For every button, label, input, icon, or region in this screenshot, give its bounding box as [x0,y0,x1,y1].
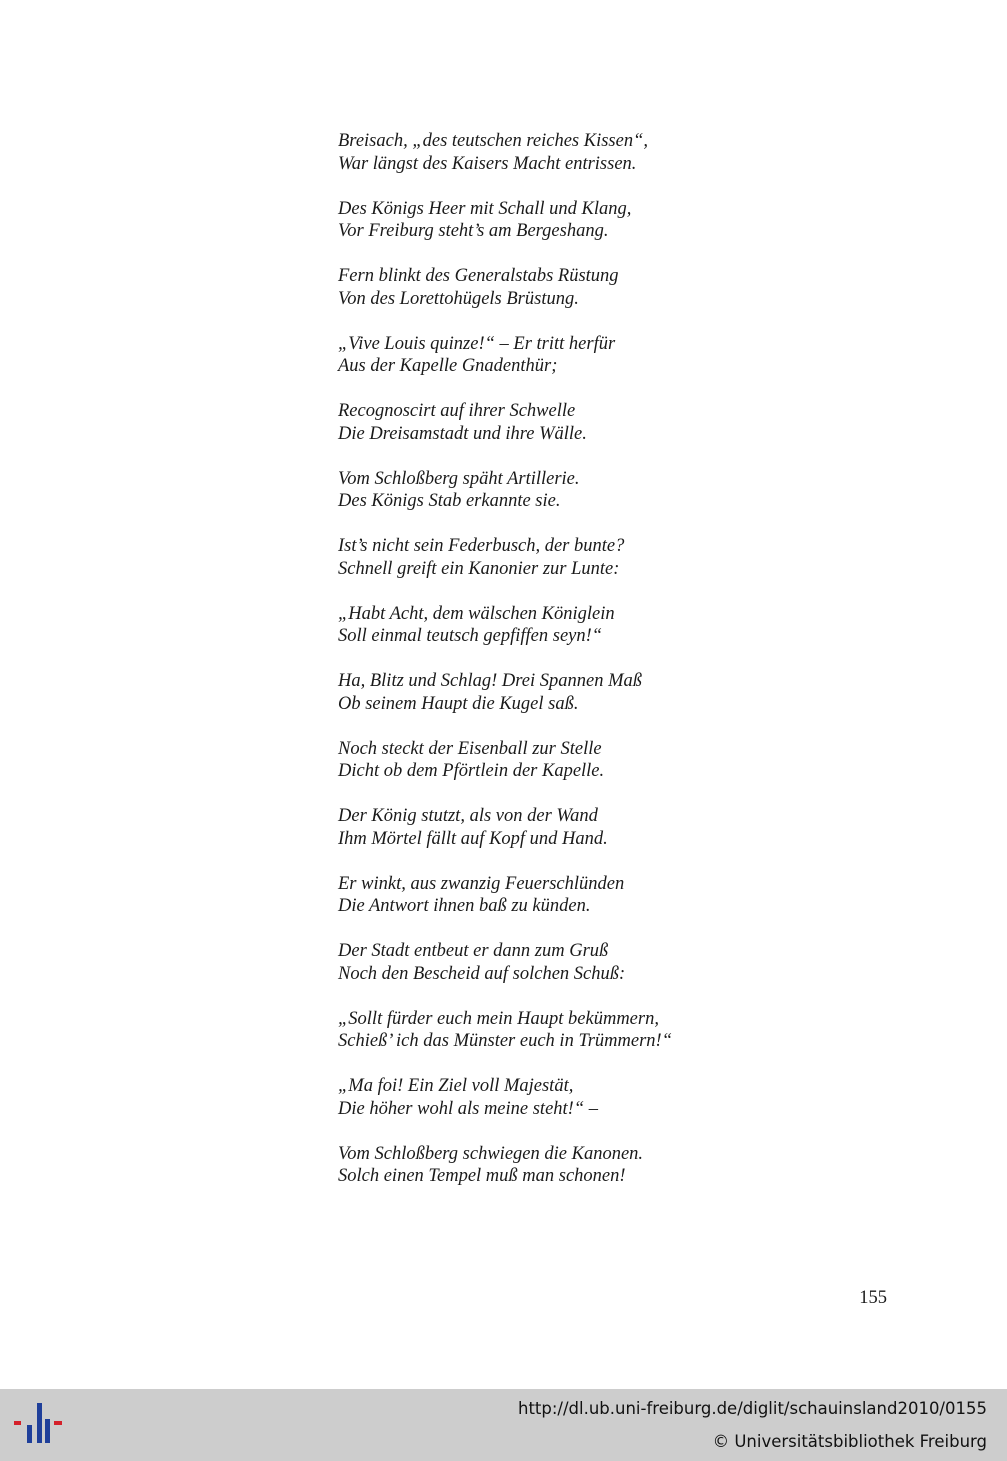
poem-line: Der Stadt entbeut er dann zum Gruß [338,941,609,961]
poem-line: Vom Schloßberg schwiegen die Kanonen. [338,1143,644,1164]
stanza [338,873,858,918]
stanza [338,940,858,985]
poem-line: Schieß’ ich das Münster euch in Trümmern!“ [338,1031,672,1051]
poem-line: Ihm Mörtel fällt auf Kopf und Hand. [338,828,608,849]
stanza [338,670,858,715]
poem-line: „Sollt fürder euch mein Haupt bekümmern, [338,1008,659,1029]
poem-line: Solch einen Tempel muß man schonen! [338,1166,626,1186]
stanza [338,535,858,580]
poem-line: „Habt Acht, dem wälschen Königlein [338,603,615,624]
stanza [338,198,858,243]
stanza [338,738,858,783]
poem-line: Des Königs Stab erkannte sie. [338,491,561,511]
poem-line: Fern blinkt des Generalstabs Rüstung [338,266,619,286]
ub-freiburg-logo-icon [12,1401,64,1445]
poem-line: Noch steckt der Eisenball zur Stelle [338,738,602,759]
stanza [338,400,858,445]
stanza [338,1075,858,1120]
poem-line: Recognoscirt auf ihrer Schwelle [338,401,576,421]
footer-bar [0,1389,1007,1461]
copyright-notice: © Universitätsbibliothek Freiburg [712,1432,987,1451]
stanza [338,333,858,378]
poem-line: Vor Freiburg steht’s am Bergeshang. [338,221,609,241]
poem-line: Dicht ob dem Pförtlein der Kapelle. [338,761,605,781]
stanza [338,468,858,513]
poem-line: Ob seinem Haupt die Kugel saß. [338,693,579,714]
poem-line: War längst des Kaisers Macht entrissen. [338,153,637,174]
poem-line: „Ma foi! Ein Ziel voll Majestät, [338,1076,574,1096]
poem-line: Noch den Bescheid auf solchen Schuß: [338,963,626,984]
poem-line: Breisach, „des teutschen reiches Kissen“, [338,131,649,151]
poem-line: Die Dreisamstadt und ihre Wälle. [338,423,587,444]
poem-line: „Vive Louis quinze!“ – Er tritt herfür [338,333,616,354]
poem-line: Die höher wohl als meine steht!“ – [338,1098,599,1119]
poem-line: Aus der Kapelle Gnadenthür; [338,356,558,376]
stanza [338,1143,858,1188]
poem-line: Von des Lorettohügels Brüstung. [338,288,579,309]
stanza [338,1008,858,1053]
poem-line: Die Antwort ihnen baß zu künden. [338,896,591,916]
poem-line: Schnell greift ein Kanonier zur Lunte: [338,558,620,579]
stanza [338,603,858,648]
poem-line: Soll einmal teutsch gepfiffen seyn!“ [338,626,603,646]
poem-line: Vom Schloßberg späht Artillerie. [338,468,580,489]
poem-line: Er winkt, aus zwanzig Feuerschlünden [338,873,625,894]
page-number: 155 [859,1288,887,1308]
stanza [338,265,858,310]
poem-line: Der König stutzt, als von der Wand [338,806,598,826]
stanza [338,805,858,850]
poem-line: Ha, Blitz und Schlag! Drei Spannen Maß [338,671,643,691]
poem [338,130,858,1210]
poem-line: Ist’s nicht sein Federbusch, der bunte? [338,536,625,556]
poem-line: Des Königs Heer mit Schall und Klang, [338,198,632,219]
stanza [338,130,858,175]
document-url-link[interactable]: http://dl.ub.uni-freiburg.de/diglit/schauinsland2010/0155 [517,1399,987,1418]
